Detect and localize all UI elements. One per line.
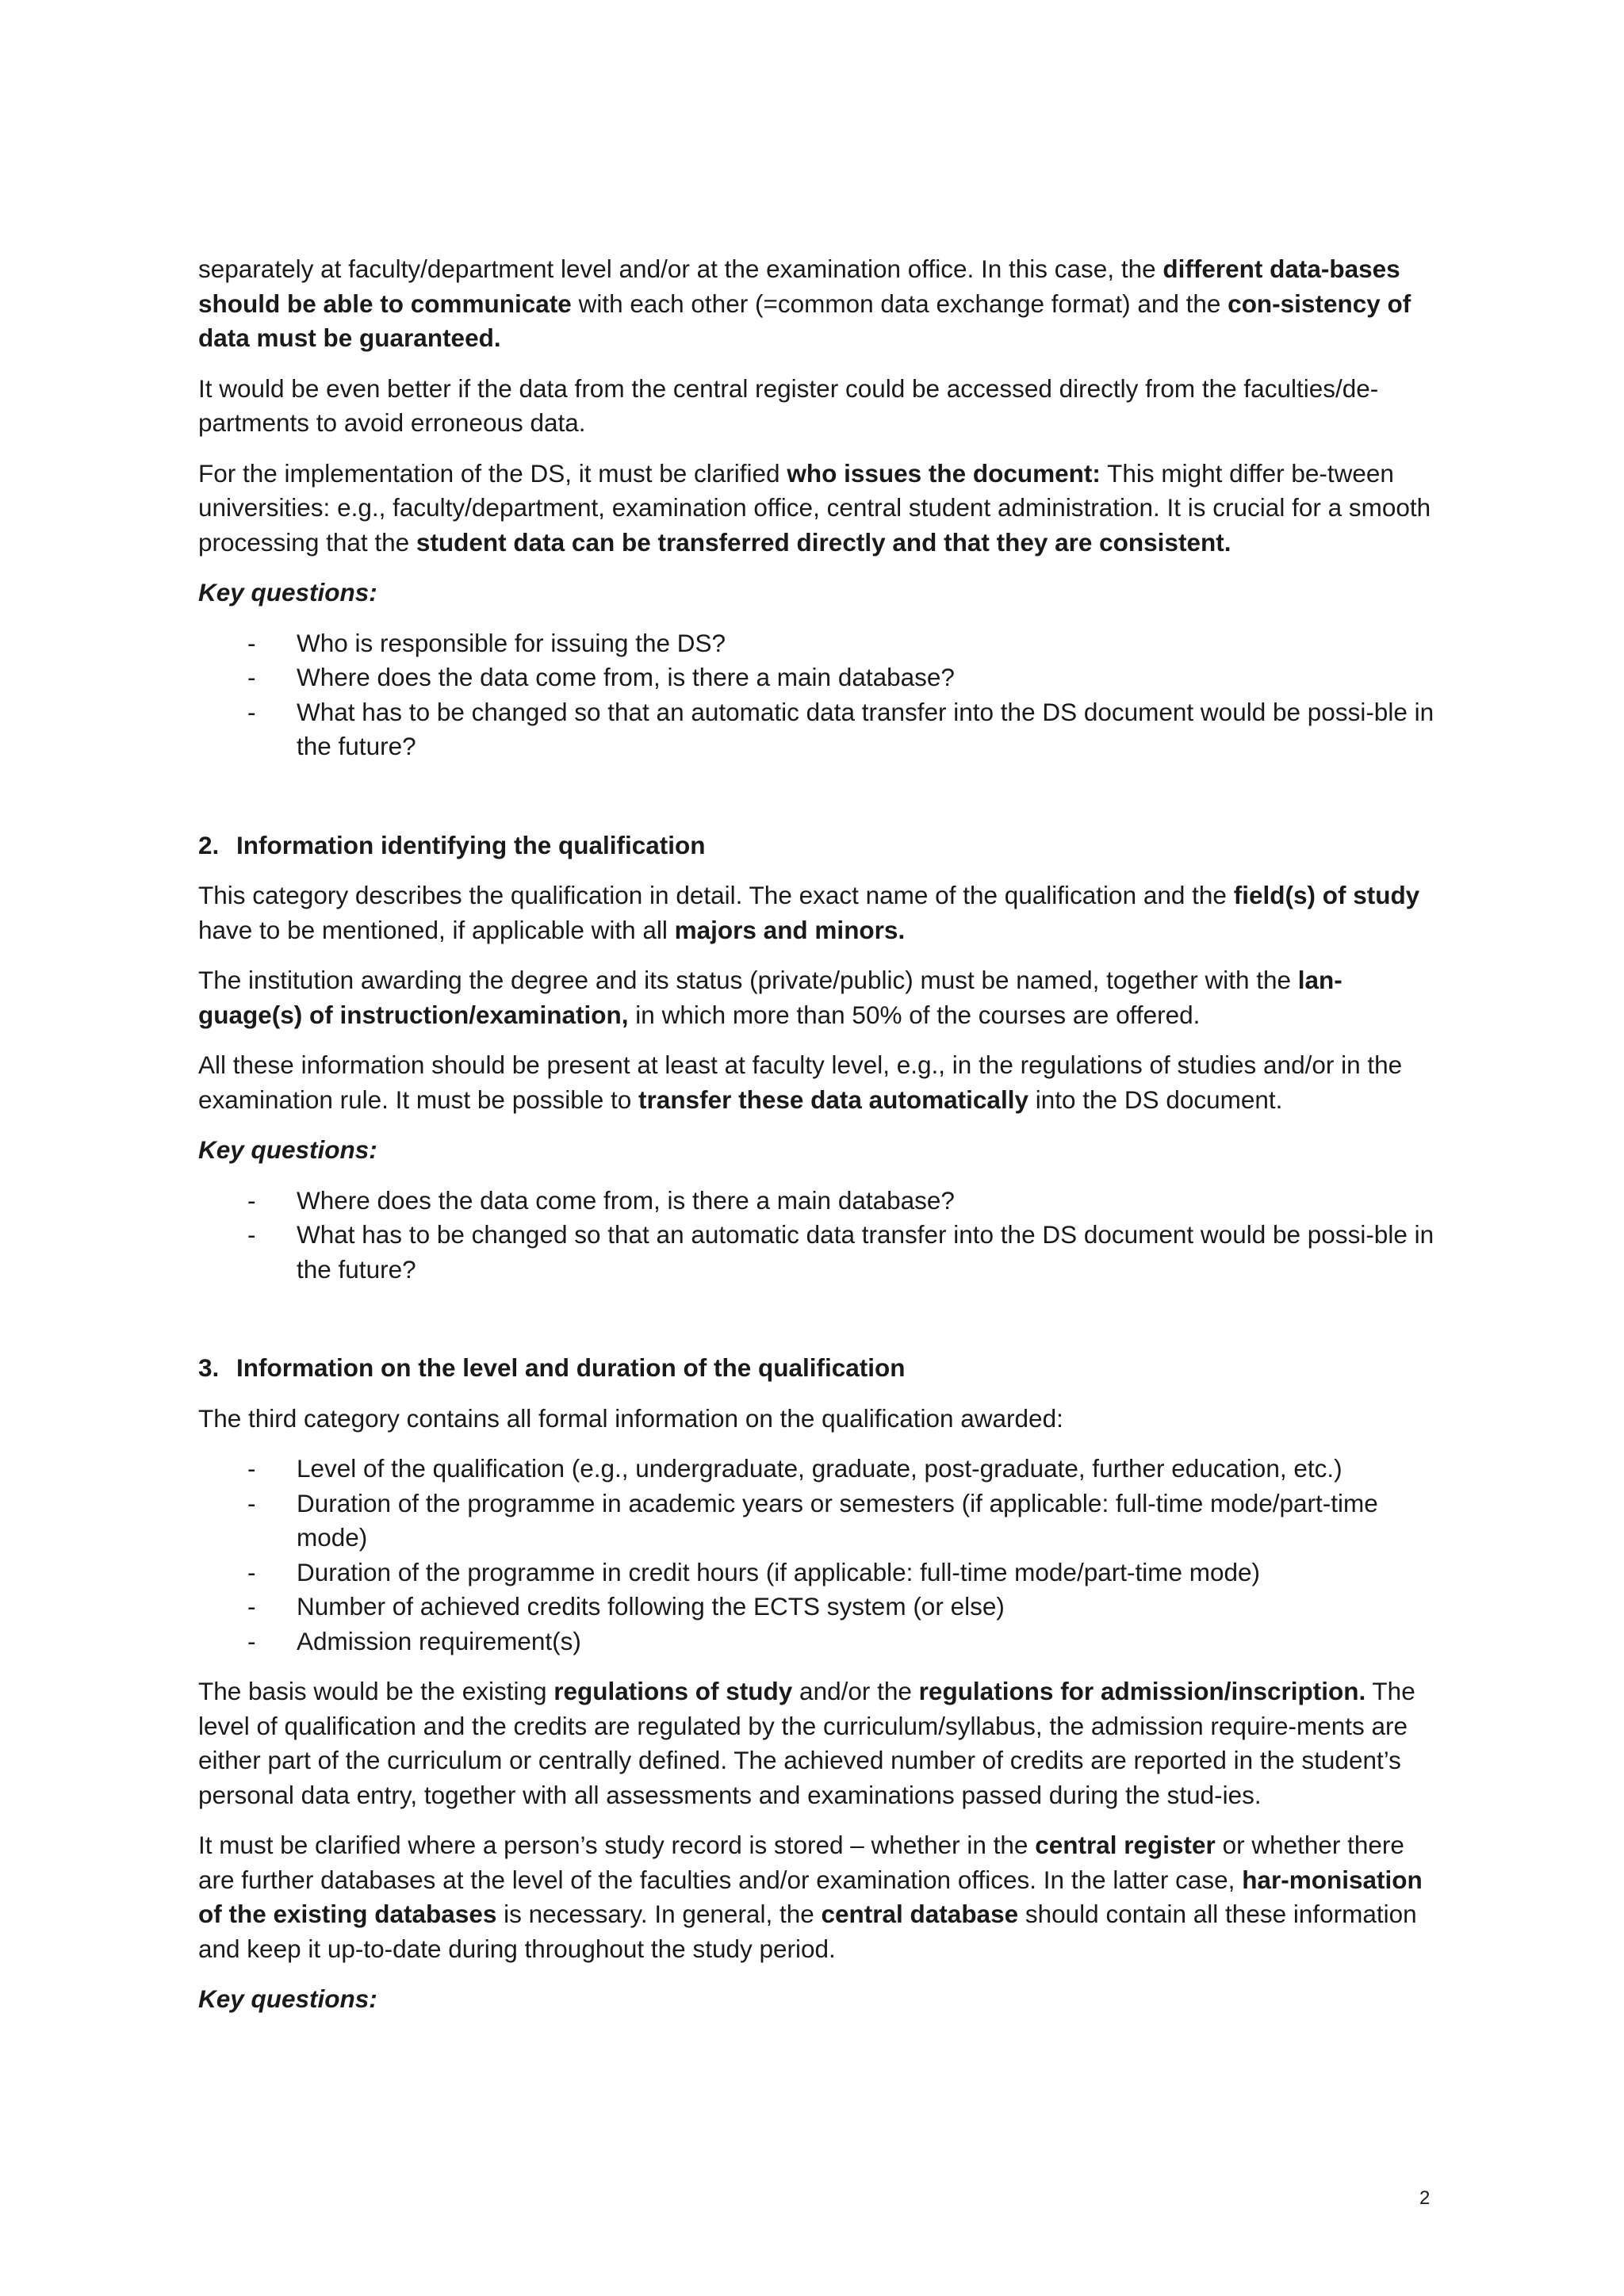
dash-bullet: - [247,663,256,691]
key-questions-label: Key questions: [198,1984,377,2013]
section-2-paragraph-1 [198,878,1435,947]
text-run: should contain all these information and keep it up-to-date during throughout the study period. [198,1900,1417,1963]
intro-paragraph-2 [198,372,1435,441]
dash-bullet: - [247,1185,256,1215]
list-item [198,1487,1435,1556]
intro-paragraph-1 [198,252,1435,356]
text-run: into the DS document. [1028,1085,1283,1114]
list-item [198,1556,1435,1590]
text-run: The third category contains all formal information on the qualification awarded: [198,1403,1063,1433]
list-item-text: Where does the data come from, is there a main database? [297,663,955,691]
section-2-title: Information identifying the qualification [236,830,706,859]
section-3-number: 3. [198,1353,220,1382]
list-item-text: Where does the data come from, is there a main database? [297,1185,955,1215]
list-item-text: What has to be changed so that an automatic data transfer into the DS document would be possi-ble in the future? [297,1220,1434,1284]
dash-bullet: - [247,1488,256,1517]
list-item-text: Level of the qualification (e.g., undergraduate, graduate, post-graduate, further education, etc.) [297,1454,1342,1483]
list-item [198,1184,1435,1219]
section-2-heading [198,828,1435,863]
section-2-paragraph-3 [198,1048,1435,1117]
bold-text: con-sistency of data must be guaranteed. [198,289,1411,352]
dash-bullet: - [247,1626,256,1655]
text-run: separately at faculty/department level and/or at the examination office. In this case, the [198,254,1163,283]
text-run: It would be even better if the data from the central register could be accessed directly from the faculties/de-partments to avoid erroneous data. [198,373,1379,437]
section-3-paragraph-3 [198,1828,1435,1966]
document-body [198,252,1435,2033]
list-item-text: What has to be changed so that an automatic data transfer into the DS document would be possi-ble in the future? [297,697,1434,760]
section-gap [198,1303,1435,1351]
dash-bullet: - [247,697,256,726]
intro-key-questions-list [198,626,1435,764]
bold-text: field(s) of study [1233,881,1420,909]
section-3-title: Information on the level and duration of the qualification [236,1353,906,1382]
bold-text: central register [1035,1831,1216,1859]
text-run: and/or the [792,1677,919,1705]
section-3-items-list [198,1452,1435,1659]
text-run: or whether there are further databases at the level of the faculties and/or examination offices. In the latter case, [198,1831,1404,1894]
dash-bullet: - [247,1220,256,1249]
text-run: have to be mentioned, if applicable with all [198,915,675,944]
bold-text: central database [821,1900,1019,1928]
section-2-number: 2. [198,830,220,859]
dash-bullet: - [247,1454,256,1483]
bold-text: transfer these data automatically [638,1085,1028,1114]
list-item [198,695,1435,764]
text-run: The institution awarding the degree and its status (private/public) must be named, together with the [198,966,1298,994]
text-run: The level of qualification and the credits are regulated by the curriculum/syllabus, the admission require-ments are either part of the curriculum or centrally defined. The achieved number of credits are reported in the student’s personal data entry, together with all assessments and examinations passed during the stud-ies. [198,1677,1415,1809]
bold-text: regulations of study [553,1677,793,1705]
text-run: For the implementation of the DS, it must be clarified [198,458,787,488]
list-item [198,1218,1435,1287]
key-questions-label: Key questions: [198,578,377,607]
section-3-paragraph-1 [198,1402,1435,1437]
list-item-text: Number of achieved credits following the ECTS system (or else) [297,1592,1005,1621]
bold-text: har-monisation of the existing databases [198,1865,1423,1928]
key-questions-label: Key questions: [198,1135,377,1164]
section-2-paragraph-2 [198,963,1435,1032]
section-2-key-questions-list [198,1184,1435,1288]
list-item-text: Duration of the programme in credit hours (if applicable: full-time mode/part-time mode) [297,1557,1261,1586]
text-run: is necessary. In general, the [496,1900,822,1928]
text-run: This category describes the qualification in detail. The exact name of the qualification and the [198,881,1234,909]
text-run: This might differ be-tween universities: e.g., faculty/department, examination office, central student administration. It is crucial for a smooth processing that the [198,458,1431,557]
text-run: The basis would be the existing [198,1677,554,1705]
list-item-text: Admission requirement(s) [297,1626,581,1655]
intro-paragraph-3 [198,457,1435,561]
text-run: in which more than 50% of the courses are offered. [628,1000,1201,1029]
section-3-paragraph-2 [198,1674,1435,1812]
list-item [198,1452,1435,1487]
list-item [198,1624,1435,1659]
bold-text: lan-guage(s) of instruction/examination, [198,966,1342,1029]
bold-text: different data-bases should be able to communicate [198,254,1400,318]
section-3-heading [198,1351,1435,1386]
page-number: 2 [1419,2187,1431,2209]
list-item-text: Who is responsible for issuing the DS? [297,628,726,657]
bold-text: regulations for admission/inscription. [918,1677,1366,1705]
bold-text: student data can be transferred directly and that they are consistent. [416,527,1231,557]
section-gap [198,780,1435,828]
text-run: It must be clarified where a person’s study record is stored – whether in the [198,1831,1036,1859]
list-item-text: Duration of the programme in academic years or semesters (if applicable: full-time mode/part-time mode) [297,1488,1378,1552]
list-item [198,660,1435,695]
dash-bullet: - [247,1557,256,1586]
dash-bullet: - [247,628,256,657]
list-item [198,626,1435,661]
bold-text: majors and minors. [674,915,906,944]
bold-text: who issues the document: [787,458,1101,488]
text-run: All these information should be present at least at faculty level, e.g., in the regulations of studies and/or in the examination rule. It must be possible to [198,1050,1403,1114]
text-run: with each other (=common data exchange format) and the [571,289,1228,318]
list-item [198,1590,1435,1624]
dash-bullet: - [247,1592,256,1621]
